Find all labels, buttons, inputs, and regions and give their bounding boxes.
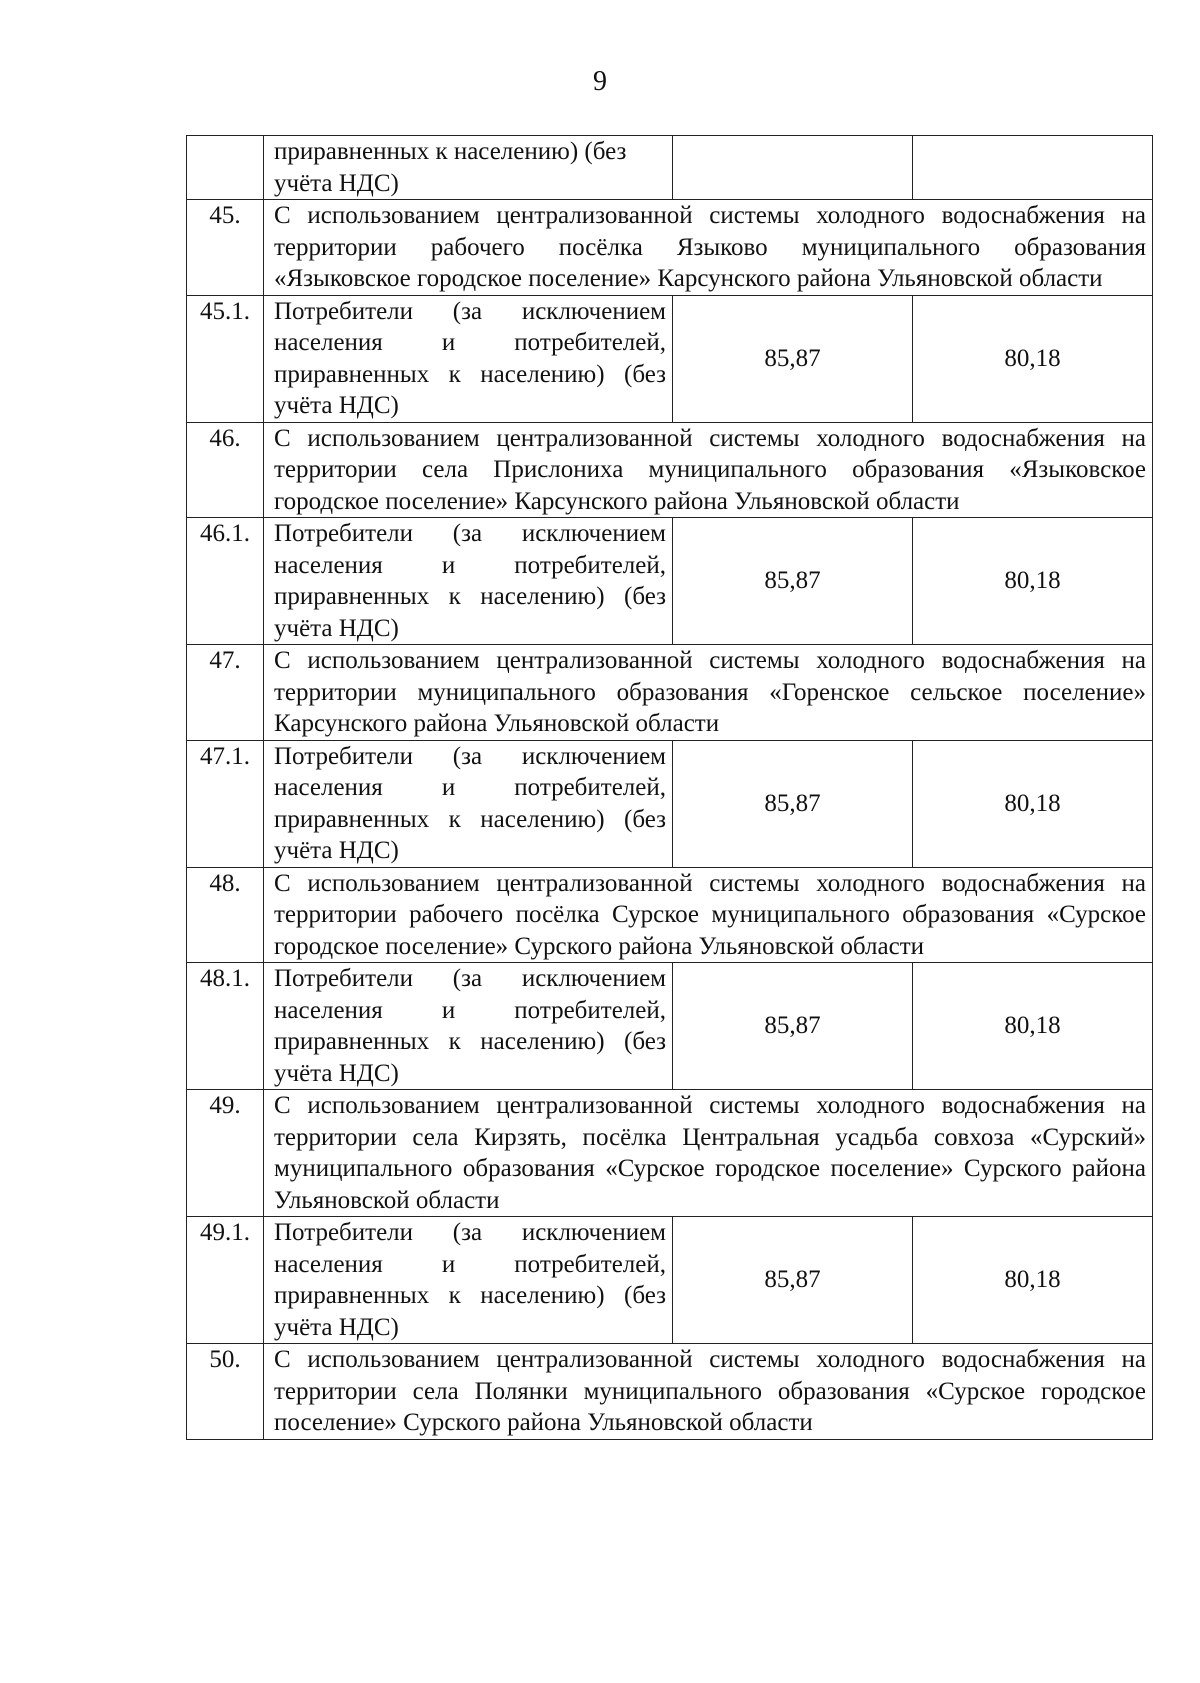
table-row (187, 963, 1153, 1090)
row-number: 48.1. (187, 963, 264, 1090)
row-description: приравненных к населению) (без учёта НДС) (264, 136, 673, 200)
row-number: 50. (187, 1344, 264, 1440)
row-description: Потребители (за исключением населения и потребителей, приравненных к населению) (без учёта НДС) (264, 740, 673, 867)
row-number: 47. (187, 645, 264, 741)
value-cell (673, 136, 913, 200)
section-description: С использованием централизованной системы холодного водоснабжения на территории муниципального образования «Горенское сельское поселение» Карсунского района Ульяновской области (264, 645, 1153, 741)
section-description: С использованием централизованной системы холодного водоснабжения на территории рабочего посёлка Сурское муниципального образования «Сурское городское поселение» Сурского района Ульяновской области (264, 867, 1153, 963)
value-cell: 85,87 (673, 1217, 913, 1344)
value-cell: 80,18 (913, 1217, 1153, 1344)
row-number: 49. (187, 1090, 264, 1217)
value-cell: 80,18 (913, 518, 1153, 645)
page-number: 9 (593, 66, 607, 97)
section-description: С использованием централизованной системы холодного водоснабжения на территории села Кирзять, посёлка Центральная усадьба совхоза «Сурский» муниципального образования «Сурское городское поселение» Сурского района Ульяновской области (264, 1090, 1153, 1217)
table-row (187, 200, 1153, 296)
table-row (187, 740, 1153, 867)
table-row (187, 867, 1153, 963)
row-number: 46. (187, 422, 264, 518)
table-row (187, 1090, 1153, 1217)
value-cell: 80,18 (913, 740, 1153, 867)
row-number: 45.1. (187, 295, 264, 422)
value-cell: 80,18 (913, 963, 1153, 1090)
row-number: 48. (187, 867, 264, 963)
table-row (187, 422, 1153, 518)
table-row (187, 518, 1153, 645)
table-row (187, 645, 1153, 741)
table-row (187, 1217, 1153, 1344)
row-number: 46.1. (187, 518, 264, 645)
row-number: 49.1. (187, 1217, 264, 1344)
row-description: Потребители (за исключением населения и потребителей, приравненных к населению) (без учёта НДС) (264, 518, 673, 645)
row-number (187, 136, 264, 200)
value-cell (913, 136, 1153, 200)
row-number: 45. (187, 200, 264, 296)
value-cell: 85,87 (673, 963, 913, 1090)
row-description: Потребители (за исключением населения и потребителей, приравненных к населению) (без учёта НДС) (264, 963, 673, 1090)
tariff-table (186, 135, 1153, 1440)
table-row (187, 295, 1153, 422)
value-cell: 85,87 (673, 295, 913, 422)
value-cell: 80,18 (913, 295, 1153, 422)
value-cell: 85,87 (673, 740, 913, 867)
section-description: С использованием централизованной системы холодного водоснабжения на территории села Прислониха муниципального образования «Языковское городское поселение» Карсунского района Ульяновской области (264, 422, 1153, 518)
row-description: Потребители (за исключением населения и потребителей, приравненных к населению) (без учёта НДС) (264, 1217, 673, 1344)
table-row (187, 136, 1153, 200)
table-row (187, 1344, 1153, 1440)
section-description: С использованием централизованной системы холодного водоснабжения на территории села Полянки муниципального образования «Сурское городское поселение» Сурского района Ульяновской области (264, 1344, 1153, 1440)
section-description: С использованием централизованной системы холодного водоснабжения на территории рабочего посёлка Языково муниципального образования «Языковское городское поселение» Карсунского района Ульяновской области (264, 200, 1153, 296)
value-cell: 85,87 (673, 518, 913, 645)
row-description: Потребители (за исключением населения и потребителей, приравненных к населению) (без учёта НДС) (264, 295, 673, 422)
row-number: 47.1. (187, 740, 264, 867)
